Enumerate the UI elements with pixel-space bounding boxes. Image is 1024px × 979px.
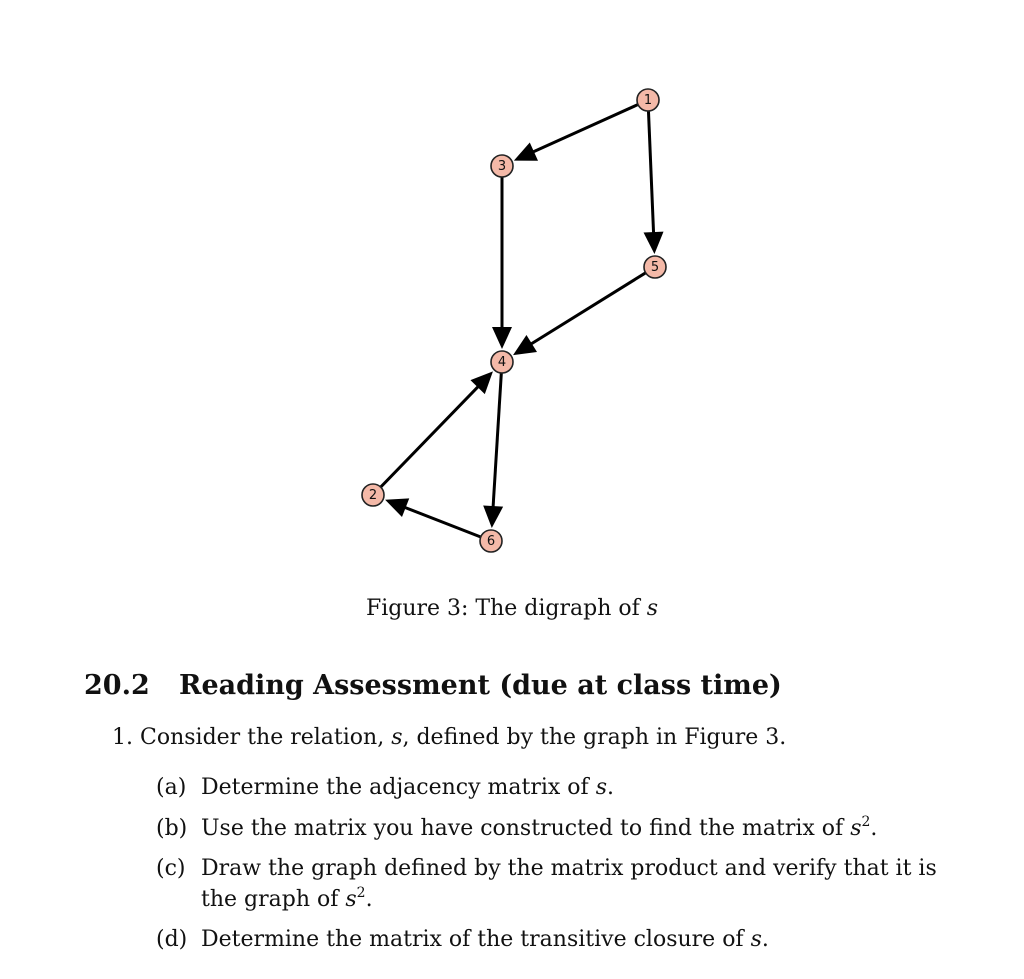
section-number: 20.2 — [84, 670, 150, 701]
arrowhead-1-to-5 — [644, 232, 664, 254]
subquestion-c-variable: s — [345, 887, 357, 912]
subquestion-a-variable: s — [595, 775, 607, 800]
subquestion-b — [156, 813, 956, 844]
subquestion-a — [156, 772, 956, 803]
node-label-3: 3 — [497, 159, 507, 174]
subquestion-d — [156, 924, 956, 955]
subquestion-d-period: . — [761, 927, 769, 952]
edge-1-to-3 — [532, 105, 638, 153]
edge-4-to-6 — [493, 373, 501, 508]
arrowhead-3-to-4 — [492, 327, 512, 349]
subquestion-c-exponent: 2 — [356, 885, 366, 901]
subquestion-c-text: Draw the graph defined by the matrix product and verify that it is — [201, 856, 937, 881]
node-label-5: 5 — [650, 260, 660, 275]
question-1 — [112, 722, 786, 753]
subquestion-b-text: Use the matrix you have constructed to find the matrix of — [201, 816, 851, 841]
subquestion-d-text: Determine the matrix of the transitive closure of — [201, 927, 751, 952]
subquestion-a-label: (a) — [156, 775, 187, 800]
subquestion-c — [156, 853, 956, 915]
question-1-variable: s — [391, 725, 403, 750]
subquestion-c-label: (c) — [156, 856, 186, 881]
arrowhead-5-to-4 — [513, 335, 537, 355]
section-title: Reading Assessment (due at class time) — [179, 670, 782, 701]
subquestion-a-text: Determine the adjacency matrix of — [201, 775, 596, 800]
subquestion-b-exponent: 2 — [861, 814, 871, 830]
question-1-label: 1. — [112, 725, 133, 750]
edge-2-to-4 — [381, 386, 479, 487]
subquestion-c-continuation — [156, 884, 956, 915]
subquestion-b-period: . — [870, 816, 878, 841]
node-label-2: 2 — [368, 488, 378, 503]
subquestion-b-label: (b) — [156, 816, 188, 841]
subquestion-c-period: . — [365, 887, 373, 912]
subquestion-d-variable: s — [750, 927, 762, 952]
subquestion-d-label: (d) — [156, 927, 188, 952]
caption-variable: s — [646, 596, 659, 621]
question-1-text-end: , defined by the graph in Figure 3. — [402, 725, 787, 750]
figure-caption — [0, 596, 1024, 621]
node-label-1: 1 — [643, 93, 653, 108]
edge-1-to-5 — [648, 111, 653, 234]
question-1-text: Consider the relation, — [140, 725, 392, 750]
caption-text: Figure 3: The digraph of — [365, 596, 647, 621]
section-heading — [84, 670, 782, 701]
node-label-4: 4 — [497, 355, 507, 370]
subquestion-a-period: . — [606, 775, 614, 800]
subquestion-c-text-2: the graph of — [201, 887, 346, 912]
arrowhead-4-to-6 — [483, 505, 503, 528]
edge-5-to-4 — [530, 273, 646, 345]
node-label-6: 6 — [486, 534, 496, 549]
subquestion-b-variable: s — [850, 816, 862, 841]
edge-6-to-2 — [404, 507, 481, 537]
